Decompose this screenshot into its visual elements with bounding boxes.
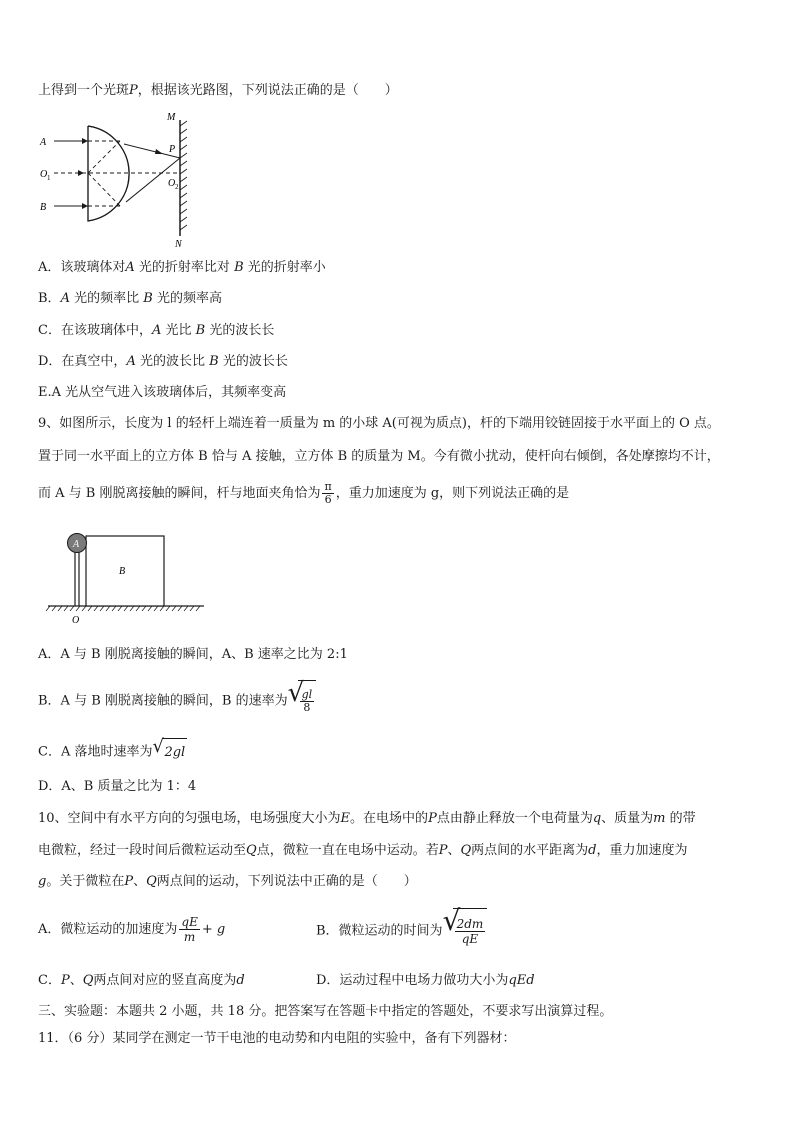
q8-option-d: D．在真空中，A 光的波长比 B 光的波长长 <box>38 354 288 369</box>
label-O1-sub: 1 <box>47 174 51 182</box>
label-O2-sub: 2 <box>175 183 179 191</box>
label-pivot-O: O <box>72 615 80 626</box>
q8-option-a: A．该玻璃体对A 光的折射率比对 B 光的折射率小 <box>38 260 326 275</box>
section-3-heading: 三、实验题：本题共 2 小题，共 18 分。把答案写在答题卡中指定的答题处，不要求写出演算过程。 <box>38 1004 613 1019</box>
q10-option-b: B．微粒运动的时间为 √ $\frac{2dm}{qE}$ <box>316 908 487 952</box>
sqrt-2gl: √ 2gl <box>152 738 187 766</box>
sqrt-2dm-qE: √ $\frac{2dm}{qE}$ <box>443 908 488 954</box>
q11-stem: 11．（6 分）某同学在测定一节干电池的电动势和内电阻的实验中，备有下列器材： <box>38 1031 516 1046</box>
q10-option-c: C．P、Q两点间对应的竖直高度为d <box>38 973 245 988</box>
q9-rod-block-figure <box>44 530 209 628</box>
q10-option-a: A．微粒运动的加速度为 $\frac{qE}{m}$ + g <box>38 915 226 944</box>
q8-optics-figure <box>38 108 198 250</box>
label-block-B: B <box>119 566 126 577</box>
q9-option-b: B．A 与 B 刚脱离接触的瞬间，B 的速率为 √ $\frac{gl}{8}$ <box>38 680 316 720</box>
angle-fraction: $\frac{\pi}{6}$ <box>324 480 332 506</box>
q10-stem-line1: 10、空间中有水平方向的匀强电场，电场强度大小为E。在电场中的P点由静止释放一个电荷量为q、质量为m 的带 <box>38 811 696 826</box>
q10-option-d: D．运动过程中电场力做功大小为qEd <box>316 973 535 988</box>
q8-stem: 上得到一个光斑P，根据该光路图，下列说法正确的是（ ） <box>38 83 398 98</box>
q9-stem-line3: 而 A 与 B 刚脱离接触的瞬间，杆与地面夹角恰为 $\frac{\pi}{6}$ ，重力加速度为 g，则下列说法正确的是 <box>38 480 570 506</box>
q8-option-c: C．在该玻璃体中，A 光比 B 光的波长长 <box>38 323 275 338</box>
q9-stem-line1: 9、如图所示，长度为 l 的轻杆上端连着一质量为 m 的小球 A(可视为质点)，杆的下端用铰链固接于水平面上的 O 点。 <box>38 416 720 431</box>
sqrt-gl-8: √ $\frac{gl}{8}$ <box>288 680 317 722</box>
q10-stem-line2: 电微粒，经过一段时间后微粒运动至Q点，微粒一直在电场中运动。若P、Q两点间的水平距离为d，重力加速度为 <box>38 843 688 858</box>
q8-option-b: B．A 光的频率比 B 光的频率高 <box>38 291 222 306</box>
label-O2: O <box>168 178 176 189</box>
label-M: M <box>167 112 176 123</box>
q10-stem-line3: g。关于微粒在P、Q两点间的运动，下列说法中正确的是（ ） <box>38 874 417 889</box>
label-B: B <box>40 202 47 213</box>
q9-option-c: C．A 落地时速率为 √ 2gl <box>38 738 187 764</box>
q8-option-e: E.A 光从空气进入该玻璃体后，其频率变高 <box>38 385 287 400</box>
label-P: P <box>169 144 176 155</box>
q9-option-d: D．A、B 质量之比为 1：4 <box>38 779 197 794</box>
label-ball-A: A <box>73 539 80 550</box>
label-N: N <box>175 239 182 250</box>
q9-option-a: A．A 与 B 刚脱离接触的瞬间，A、B 速率之比为 2:1 <box>38 647 348 662</box>
label-A: A <box>40 137 47 148</box>
label-O1: O <box>40 169 48 180</box>
q9-stem-line2: 置于同一水平面上的立方体 B 恰与 A 接触，立方体 B 的质量为 M。今有微小扰动，使杆向右倾倒，各处摩擦均不计， <box>38 449 720 464</box>
